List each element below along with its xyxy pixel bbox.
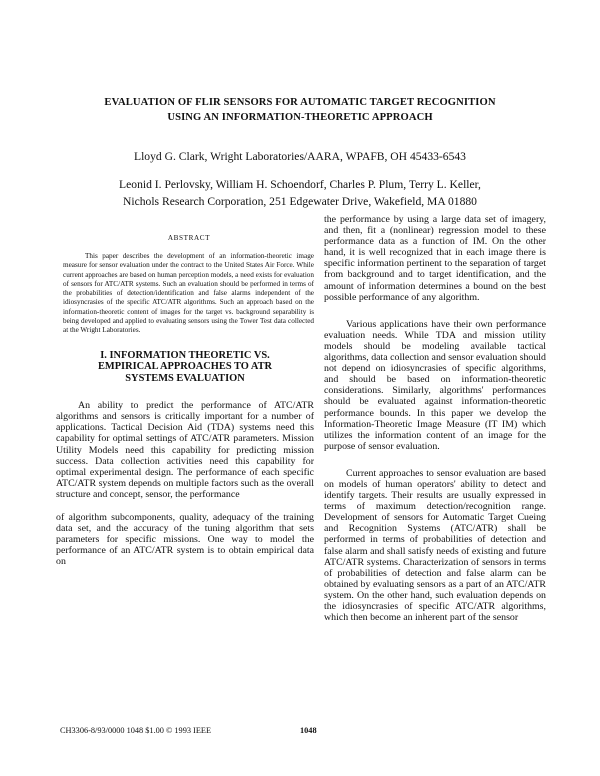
left-paragraph-1: An ability to predict the performance of ATC/ATR algorithms and sensors is critically important for a number of applications. Tactical Decision Aid (TDA) systems need this capability for optimal settings of ATC/ATR parameters. Mission Utility Models need this capability for predicting mission success. Data collection activities need this capability for optimal experimental design. The performance of each specific ATC/ATR system depends on multiple factors such as the overall structure and concept, sensor, the performance [56,400,314,500]
right-paragraph-2: Various applications have their own performance evaluation needs. While TDA and mission utility models should be modeling available tactical algorithms, data collection and sensor evaluation should not depend on idiosyncrasies of specific algorithms, and should be based on information-theoretic considerations. Similarly, algorithms' performances should be evaluated against information-theoretic performance bounds. In this paper we develop the Information-Theoretic Image Measure (IT IM) which utilizes the information content of an image for the purpose of sensor evaluation. [324,318,546,452]
right-column [324,214,546,623]
left-column [56,234,314,567]
section-1-heading [56,350,314,385]
author-affiliation-2 [60,176,540,210]
section-1-heading-line-3: SYSTEMS EVALUATION [125,372,245,384]
title-line-1: EVALUATION OF FLIR SENSORS FOR AUTOMATIC TARGET RECOGNITION [104,97,496,108]
section-1-heading-line-2: EMPIRICAL APPROACHES TO ATR [97,361,273,373]
authors-line: Leonid I. Perlovsky, William H. Schoendorf, Charles P. Plum, Terry L. Keller, [119,178,481,191]
abstract-text: This paper describes the development of an information-theoretic image measure for sensor evaluation under the contract to the United States Air Force. While current approaches are based on human perception models, a need exists for evaluation of sensors for ATC/ATR systems. Such an evaluation should be performed in terms of the probabilities of detection/identification and false alarms independent of the idiosyncrasies of the specific ATC/ATR algorithms. Such an approach based on the information-theoretic content of images for the target vs. background separability is being developed and applied to evaluating sensors using the Tower Test data collected at the Wright Laboratories. [63,252,314,335]
left-paragraph-2: of algorithm subcomponents, quality, adequacy of the training data set, and the accuracy of the tuning algorithm that sets parameters for specific missions. One way to model the performance of an ATC/ATR system is to obtain empirical data on [56,512,314,568]
copyright-line: CH3306-8/93/0000 1048 $1.00 © 1993 IEEE [60,726,212,735]
abstract-heading: ABSTRACT [167,234,211,242]
page-number: 1048 [300,726,317,735]
title-line-2: USING AN INFORMATION-THEORETIC APPROACH [167,112,433,123]
section-1-heading-line-1: I. INFORMATION THEORETIC VS. [100,349,270,361]
paper-title [60,95,540,125]
right-paragraph-1: the performance by using a large data set of imagery, and then, fit a (nonlinear) regression model to these performance data as a function of IM. On the other hand, it is well recognized that in each image there is specific information pertinent to the separation of target from background and to target identification, and the amount of information determines a bound on the best possible performance of any algorithm. [324,214,546,303]
right-paragraph-3: Current approaches to sensor evaluation are based on models of human operators' ability to detect and identify targets. Their results are usually expressed in terms of maximum detection/recognition range. Development of sensors for Automatic Target Cueing and Recognition Systems (ATC/ATR) shall be performed in terms of probabilities of detection and false alarm and shall satisfy needs of existing and future ATC/ATR systems. Characterization of sensors in terms of probabilities of detection and false alarm can be obtained by evaluating sensors as a part of an ATC/ATR system. On the other hand, such evaluation depends on the idiosyncrasies of specific ATC/ATR algorithms, which then become an inherent part of the sensor [324,467,546,624]
author-affiliation-1: Lloyd G. Clark, Wright Laboratories/AARA, WPAFB, OH 45433-6543 [134,150,466,163]
affiliation-line: Nichols Research Corporation, 251 Edgewater Drive, Wakefield, MA 01880 [123,195,477,208]
